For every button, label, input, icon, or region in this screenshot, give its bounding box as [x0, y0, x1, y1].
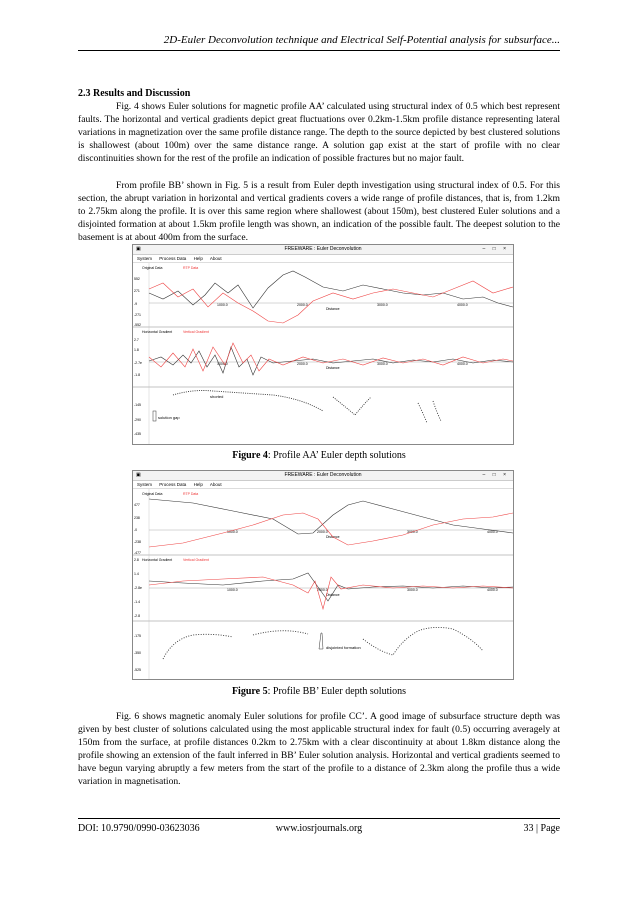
x-label: Distance	[326, 366, 340, 370]
legend-original: Original Data	[142, 492, 163, 496]
x-label: Distance	[326, 535, 340, 539]
caption-label: Figure 5	[231, 686, 268, 697]
x-tick: 4000.0	[487, 588, 498, 592]
legend-rtp: RTP Data	[183, 266, 199, 270]
x-tick: 2000.0	[317, 588, 328, 592]
window-controls[interactable]: – □ ×	[482, 246, 509, 252]
annotation-solution-gap: solution gap	[158, 415, 180, 420]
menu-system[interactable]: System	[137, 256, 153, 261]
figure-4-plot	[133, 263, 513, 444]
menu-help[interactable]: Help	[193, 482, 203, 487]
x-tick: 3000.0	[407, 588, 418, 592]
annotation-label: shorted	[210, 394, 224, 399]
legend-horizontal-gradient: Horizontal Gradient	[142, 558, 173, 562]
app-icon: ▣	[136, 472, 141, 478]
legend-original: Original Data	[142, 266, 163, 270]
y-tick: 238	[134, 516, 140, 520]
menu-about[interactable]: About	[209, 256, 222, 261]
y-tick: -0	[134, 528, 138, 532]
y-tick: 271	[134, 289, 140, 293]
window-titlebar	[133, 471, 513, 481]
y-tick: -525	[134, 668, 142, 672]
footer-page-number: 33 | Page	[523, 823, 560, 834]
y-tick: 2.8	[134, 558, 139, 562]
menu-process-data[interactable]: Process Data	[159, 482, 187, 487]
window-titlebar	[133, 245, 513, 255]
y-tick: -145	[134, 403, 142, 407]
menu-bar	[133, 255, 513, 263]
y-tick: -552	[134, 323, 142, 327]
y-tick: -1.4	[134, 600, 141, 604]
x-tick: 2000.0	[297, 362, 308, 366]
caption-label: Figure 4	[232, 450, 268, 461]
y-tick: -477	[134, 551, 142, 555]
section-heading: 2.3 Results and Discussion	[78, 88, 191, 99]
y-tick: -290	[134, 418, 142, 422]
x-tick: 1000.0	[227, 530, 238, 534]
annotation-disjointed-formation: disjointed formation	[326, 645, 361, 650]
x-tick: 2000.0	[317, 530, 328, 534]
x-tick: 1000.0	[217, 303, 228, 307]
figure-5-window	[132, 470, 514, 680]
x-tick: 1000.0	[227, 588, 238, 592]
figure-4-caption	[78, 450, 560, 461]
menu-help[interactable]: Help	[193, 256, 203, 261]
paragraph-fig5	[78, 179, 560, 244]
y-tick: -175	[134, 634, 142, 638]
y-tick: -271	[134, 313, 142, 317]
x-label: Distance	[326, 593, 340, 597]
menu-process-data[interactable]: Process Data	[159, 256, 187, 261]
x-tick: 4000.0	[457, 303, 468, 307]
menu-system[interactable]: System	[137, 482, 153, 487]
menu-bar	[133, 481, 513, 489]
paragraph-text: From profile BB’ shown in Fig. 5 is a result from Euler depth investigation using structural index of 0.5. For this section, the abrupt variation in horizontal and vertical gradients covers a wide range of profile distances, that is, from 1.2km to 2.75km along the profile. It is over this same region where shallowest (about 150m), best clustered Euler solutions and a disjointed formation at about 1.5km profile length was shown, an indication of the possible fault. The deepest solution to the basement is at about 400m from the surface.	[78, 180, 560, 243]
figure-5-caption	[78, 686, 560, 697]
caption-text: : Profile AA’ Euler depth solutions	[267, 450, 406, 461]
menu-about[interactable]: About	[209, 482, 222, 487]
legend-rtp: RTP Data	[183, 492, 199, 496]
y-tick: -2.8	[134, 614, 141, 618]
y-tick: 477	[134, 503, 140, 507]
legend-vertical-gradient: Vertical Gradient	[183, 330, 209, 334]
app-icon: ▣	[136, 246, 141, 252]
y-tick: 1.8	[134, 348, 139, 352]
x-tick: 4000.0	[487, 530, 498, 534]
x-tick: 3000.0	[377, 303, 388, 307]
footer-site[interactable]: www.iosrjournals.org	[275, 823, 363, 834]
paragraph-fig4	[78, 100, 560, 165]
legend-vertical-gradient: Vertical Gradient	[183, 558, 209, 562]
paragraph-text: Fig. 4 shows Euler solutions for magnetic profile AA’ calculated using structural index of 0.5 which best represent faults. The horizontal and vertical gradients depict great fluctuations over 0.2km-1.5km profile distance representing lateral variations in magnetization over the same profile distance range. The depth to the source depicted by best clustered solutions is shallowest (about 100m) over the same distance range. A solution gap exist at the start of profile with no clear discontinuities shown for the rest of the profile an indication of possible fractures but no major fault.	[78, 101, 560, 164]
y-tick: 2.7	[134, 338, 139, 342]
x-tick: 1000.0	[217, 362, 228, 366]
y-tick: -2.7e	[134, 361, 142, 365]
y-tick: -238	[134, 540, 142, 544]
y-tick: -1.8	[134, 373, 141, 377]
figure-5-plot	[133, 489, 513, 679]
figure-4-window	[132, 244, 514, 445]
footer-doi: DOI: 10.9790/0990-03623036	[78, 823, 200, 834]
y-tick: -9	[134, 302, 138, 306]
y-tick: -2.8e	[134, 586, 142, 590]
x-tick: 2000.0	[297, 303, 308, 307]
caption-text: : Profile BB’ Euler depth solutions	[267, 686, 407, 697]
window-title: FREEWARE : Euler Deconvolution	[284, 472, 362, 478]
x-tick: 3000.0	[407, 530, 418, 534]
paragraph-text: Fig. 6 shows magnetic anomaly Euler solutions for profile CC’. A good image of subsurface structure depth was given by best cluster of solutions calculated using the most applicable structural index for fault (0.5) occurring averagely at 150m from the surface, at profile distances 0.2km to 2.75km with a clear discontinuity at about 1.8km distance along the profile showing an extension of the fault inferred in BB’ Euler solution analysis. Horizontal and vertical gradients seemed to have begun varying abruptly a few meters from the start of the profile to a distance of 2.3km along the profile thus a wide variation in magnetisation.	[78, 711, 560, 787]
y-tick: -435	[134, 432, 142, 436]
legend-horizontal-gradient: Horizontal Gradient	[142, 330, 173, 334]
y-tick: 552	[134, 277, 140, 281]
running-title: 2D-Euler Deconvolution technique and Electrical Self-Potential analysis for subsurface...	[163, 34, 560, 46]
x-tick: 3000.0	[377, 362, 388, 366]
header-rule	[78, 50, 560, 51]
window-controls[interactable]: – □ ×	[482, 472, 509, 478]
paragraph-fig6	[78, 710, 560, 788]
y-tick: 1.4	[134, 572, 139, 576]
y-tick: -350	[134, 651, 142, 655]
x-label: Distance	[326, 307, 340, 311]
x-tick: 4000.0	[457, 362, 468, 366]
footer-rule	[78, 818, 560, 819]
window-title: FREEWARE : Euler Deconvolution	[284, 246, 362, 252]
